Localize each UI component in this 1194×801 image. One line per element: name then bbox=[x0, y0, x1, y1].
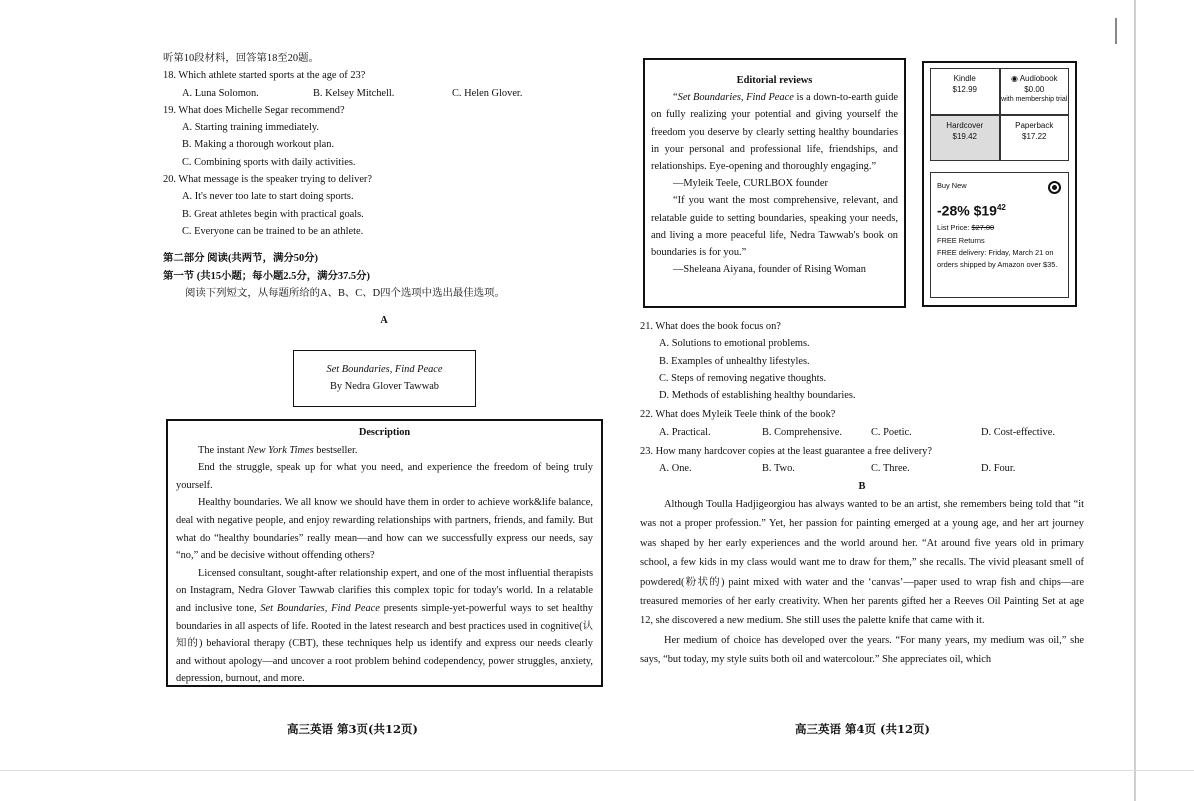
option: C. Three. bbox=[871, 463, 910, 475]
option: C. Everyone can be trained to be an athlete. bbox=[182, 225, 364, 237]
listening-instruction: 听第10段材料，回答第18至20题。 bbox=[163, 53, 319, 64]
scan-mark bbox=[1115, 18, 1117, 44]
passage-label-b: B bbox=[858, 480, 866, 492]
headphones-icon: ◉ bbox=[1010, 74, 1020, 83]
text: bestseller. bbox=[313, 444, 358, 456]
page-edge bbox=[1134, 0, 1136, 801]
description-heading: Description bbox=[358, 427, 411, 438]
price-dollars: $19 bbox=[973, 202, 997, 219]
option: B. Great athletes begin with practical goals. bbox=[182, 208, 364, 220]
option: B. Kelsey Mitchell. bbox=[313, 87, 395, 99]
text: Licensed consultant, sought-after relationship expert, and one of the most influential therapists on Instagram, Nedra Glover Tawwab clarifies this complex topic for today's world. In a relatable and inclusive tone, bbox=[176, 567, 593, 614]
question-21: 21. What does the book focus on? bbox=[640, 321, 781, 332]
returns: FREE Returns bbox=[937, 235, 985, 245]
format-kindle bbox=[930, 68, 1000, 115]
option: A. Solutions to emotional problems. bbox=[659, 338, 810, 350]
editorial-reviews-box bbox=[643, 58, 906, 308]
text: is a down-to-earth guide on fully realizing your potential and giving yourself the freedom you deserve by clearly setting healthy boundaries in your personal and professional life, friendships, and relationships. Eye-opening and thoroughly engaging.” bbox=[651, 92, 898, 173]
format-name: Kindle bbox=[953, 74, 976, 83]
right-column bbox=[640, 318, 1084, 670]
review: “If you want the most comprehensive, relevant, and relatable guide to setting boundaries, speaking your needs, and living a more peaceful life, Nedra Tawwab's book on boundaries is for you.” bbox=[651, 195, 898, 259]
format-name: Hardcover bbox=[946, 120, 984, 130]
page-edge bbox=[0, 770, 1194, 771]
passage-b-paragraph: Although Toulla Hadjigeorgiou has always wanted to be an artist, she remembers being told that “it was not a proper profession.” Yet, her passion for painting emerged at a young age, and her art journey was shaped by her early experiences and the world around her. “At around five years old in primary school, a few kids in my class would want me to draw for them,” she recalls. The vivid pleasant smell of powdered(粉状的) paint mixed with water and the ‘canvas’—paper used to wrap fish and chips—are treasured memories of her early creativity. When her parents gifted her a Reeves Oil Painting Set at age 12, she discovered a new medium. She still uses the palette knife that came with it. bbox=[640, 498, 1084, 627]
option: A. Luna Solomon. bbox=[182, 87, 259, 99]
format-paperback bbox=[1000, 115, 1070, 162]
price-cents: 42 bbox=[996, 203, 1006, 212]
discount: -28% bbox=[937, 202, 970, 219]
radio-selected-icon bbox=[1048, 181, 1061, 194]
question-18: 18. Which athlete started sports at the age of 23? bbox=[163, 70, 366, 82]
buy-box bbox=[930, 172, 1069, 298]
option: B. Making a thorough workout plan. bbox=[182, 139, 335, 151]
store-panel bbox=[922, 61, 1077, 307]
review-attribution: —Sheleana Aiyana, founder of Rising Woman bbox=[673, 264, 866, 276]
page-footer-right: 高三英语 第4页 (共12页) bbox=[795, 722, 930, 736]
options-22 bbox=[640, 424, 1084, 441]
text: presents simple-yet-powerful ways to set healthy boundaries in all aspects of life. Rooted in the latest research and best practices used in cognitive(认知的) behavioral therapy (CBT), these techniques help us identify and express our needs clearly and without apology—and uncover a root problem behind codependency, power struggles, anxiety, depression, burnout, and more. bbox=[176, 602, 594, 685]
page-footer-left: 高三英语 第3页(共12页) bbox=[287, 722, 418, 736]
format-price: $12.99 bbox=[952, 85, 977, 94]
left-column bbox=[163, 50, 605, 329]
option: A. Starting training immediately. bbox=[182, 122, 319, 134]
options-23 bbox=[640, 460, 1084, 477]
description-box bbox=[166, 419, 603, 687]
option: A. One. bbox=[659, 463, 692, 475]
part-heading: 第二部分 阅读(共两节，满分50分) bbox=[163, 253, 318, 265]
option: A. Practical. bbox=[659, 426, 711, 438]
description-paragraph bbox=[176, 565, 593, 688]
passage-label-a: A bbox=[380, 315, 388, 327]
format-price: $0.00 bbox=[1024, 85, 1045, 94]
question-20: 20. What message is the speaker trying to deliver? bbox=[163, 174, 372, 186]
option: B. Examples of unhealthy lifestyles. bbox=[659, 355, 810, 367]
text: Set Boundaries, Find Peace bbox=[677, 92, 794, 104]
text: The instant bbox=[198, 444, 248, 456]
format-name: Audiobook bbox=[1019, 74, 1058, 83]
format-name: Paperback bbox=[1015, 120, 1054, 130]
option: D. Methods of establishing healthy boundaries. bbox=[659, 390, 856, 402]
text: “ bbox=[673, 92, 678, 104]
option: D. Cost-effective. bbox=[981, 426, 1055, 438]
format-grid bbox=[930, 68, 1069, 161]
reading-instruction: 阅读下列短文，从每题所给的A、B、C、D四个选项中选出最佳选项。 bbox=[185, 287, 505, 299]
list-price-row bbox=[937, 221, 1062, 234]
price-row bbox=[937, 198, 1062, 221]
option: D. Four. bbox=[981, 463, 1016, 475]
option: C. Helen Glover. bbox=[452, 87, 523, 99]
list-price: $27.00 bbox=[971, 222, 995, 232]
description-paragraph: End the struggle, speak up for what you need, and experience the freedom of being truly yourself. bbox=[176, 462, 593, 491]
question-19: 19. What does Michelle Segar recommend? bbox=[163, 104, 345, 116]
book-title: Set Boundaries, Find Peace bbox=[326, 364, 443, 375]
description-paragraph: Healthy boundaries. We all know we should have them in order to achieve work&life balance, deal with negative people, and enjoy rewarding relationships with partners, friends, and family. But what do “healthy boundaries” really mean—and how can we successfully express our needs, say “no,” and be decisive without offending others? bbox=[176, 497, 593, 562]
format-hardcover bbox=[930, 115, 1000, 162]
question-22: 22. What does Myleik Teele think of the book? bbox=[640, 409, 836, 421]
option: B. Comprehensive. bbox=[762, 426, 842, 438]
description-paragraph bbox=[176, 442, 593, 460]
question-23: 23. How many hardcover copies at the least guarantee a free delivery? bbox=[640, 446, 932, 458]
section-heading: 第一节 (共15小题；每小题2.5分，满分37.5分) bbox=[163, 270, 370, 282]
option: A. It's never too late to start doing sports. bbox=[182, 191, 354, 203]
format-name-row bbox=[1001, 73, 1069, 84]
options-18 bbox=[163, 85, 605, 102]
delivery-info: FREE delivery: Friday, March 21 on orders shipped by Amazon over $35. bbox=[937, 247, 1058, 269]
book-title-box bbox=[293, 350, 476, 407]
format-price: $17.22 bbox=[1022, 131, 1047, 141]
format-audiobook bbox=[1000, 68, 1070, 115]
option: C. Steps of removing negative thoughts. bbox=[659, 372, 827, 384]
text: New York Times bbox=[247, 444, 314, 456]
review bbox=[651, 89, 898, 175]
option: B. Two. bbox=[762, 463, 795, 475]
option: C. Combining sports with daily activities. bbox=[182, 156, 356, 168]
passage-b-paragraph: Her medium of choice has developed over the years. “For many years, my medium was oil,” she says, “but today, my style suits both oil and watercolour.” She appreciates oil, which bbox=[640, 634, 1084, 666]
review-attribution: —Myleik Teele, CURLBOX founder bbox=[673, 178, 828, 190]
buy-new-label: Buy New bbox=[937, 181, 967, 190]
editorial-heading: Editorial reviews bbox=[736, 75, 813, 86]
text: Set Boundaries, Find Peace bbox=[260, 602, 380, 614]
text: List Price: bbox=[937, 222, 972, 232]
format-note: with membership trial bbox=[1001, 96, 1068, 103]
book-author: By Nedra Glover Tawwab bbox=[329, 381, 439, 392]
format-price: $19.42 bbox=[952, 131, 977, 141]
option: C. Poetic. bbox=[871, 426, 912, 438]
